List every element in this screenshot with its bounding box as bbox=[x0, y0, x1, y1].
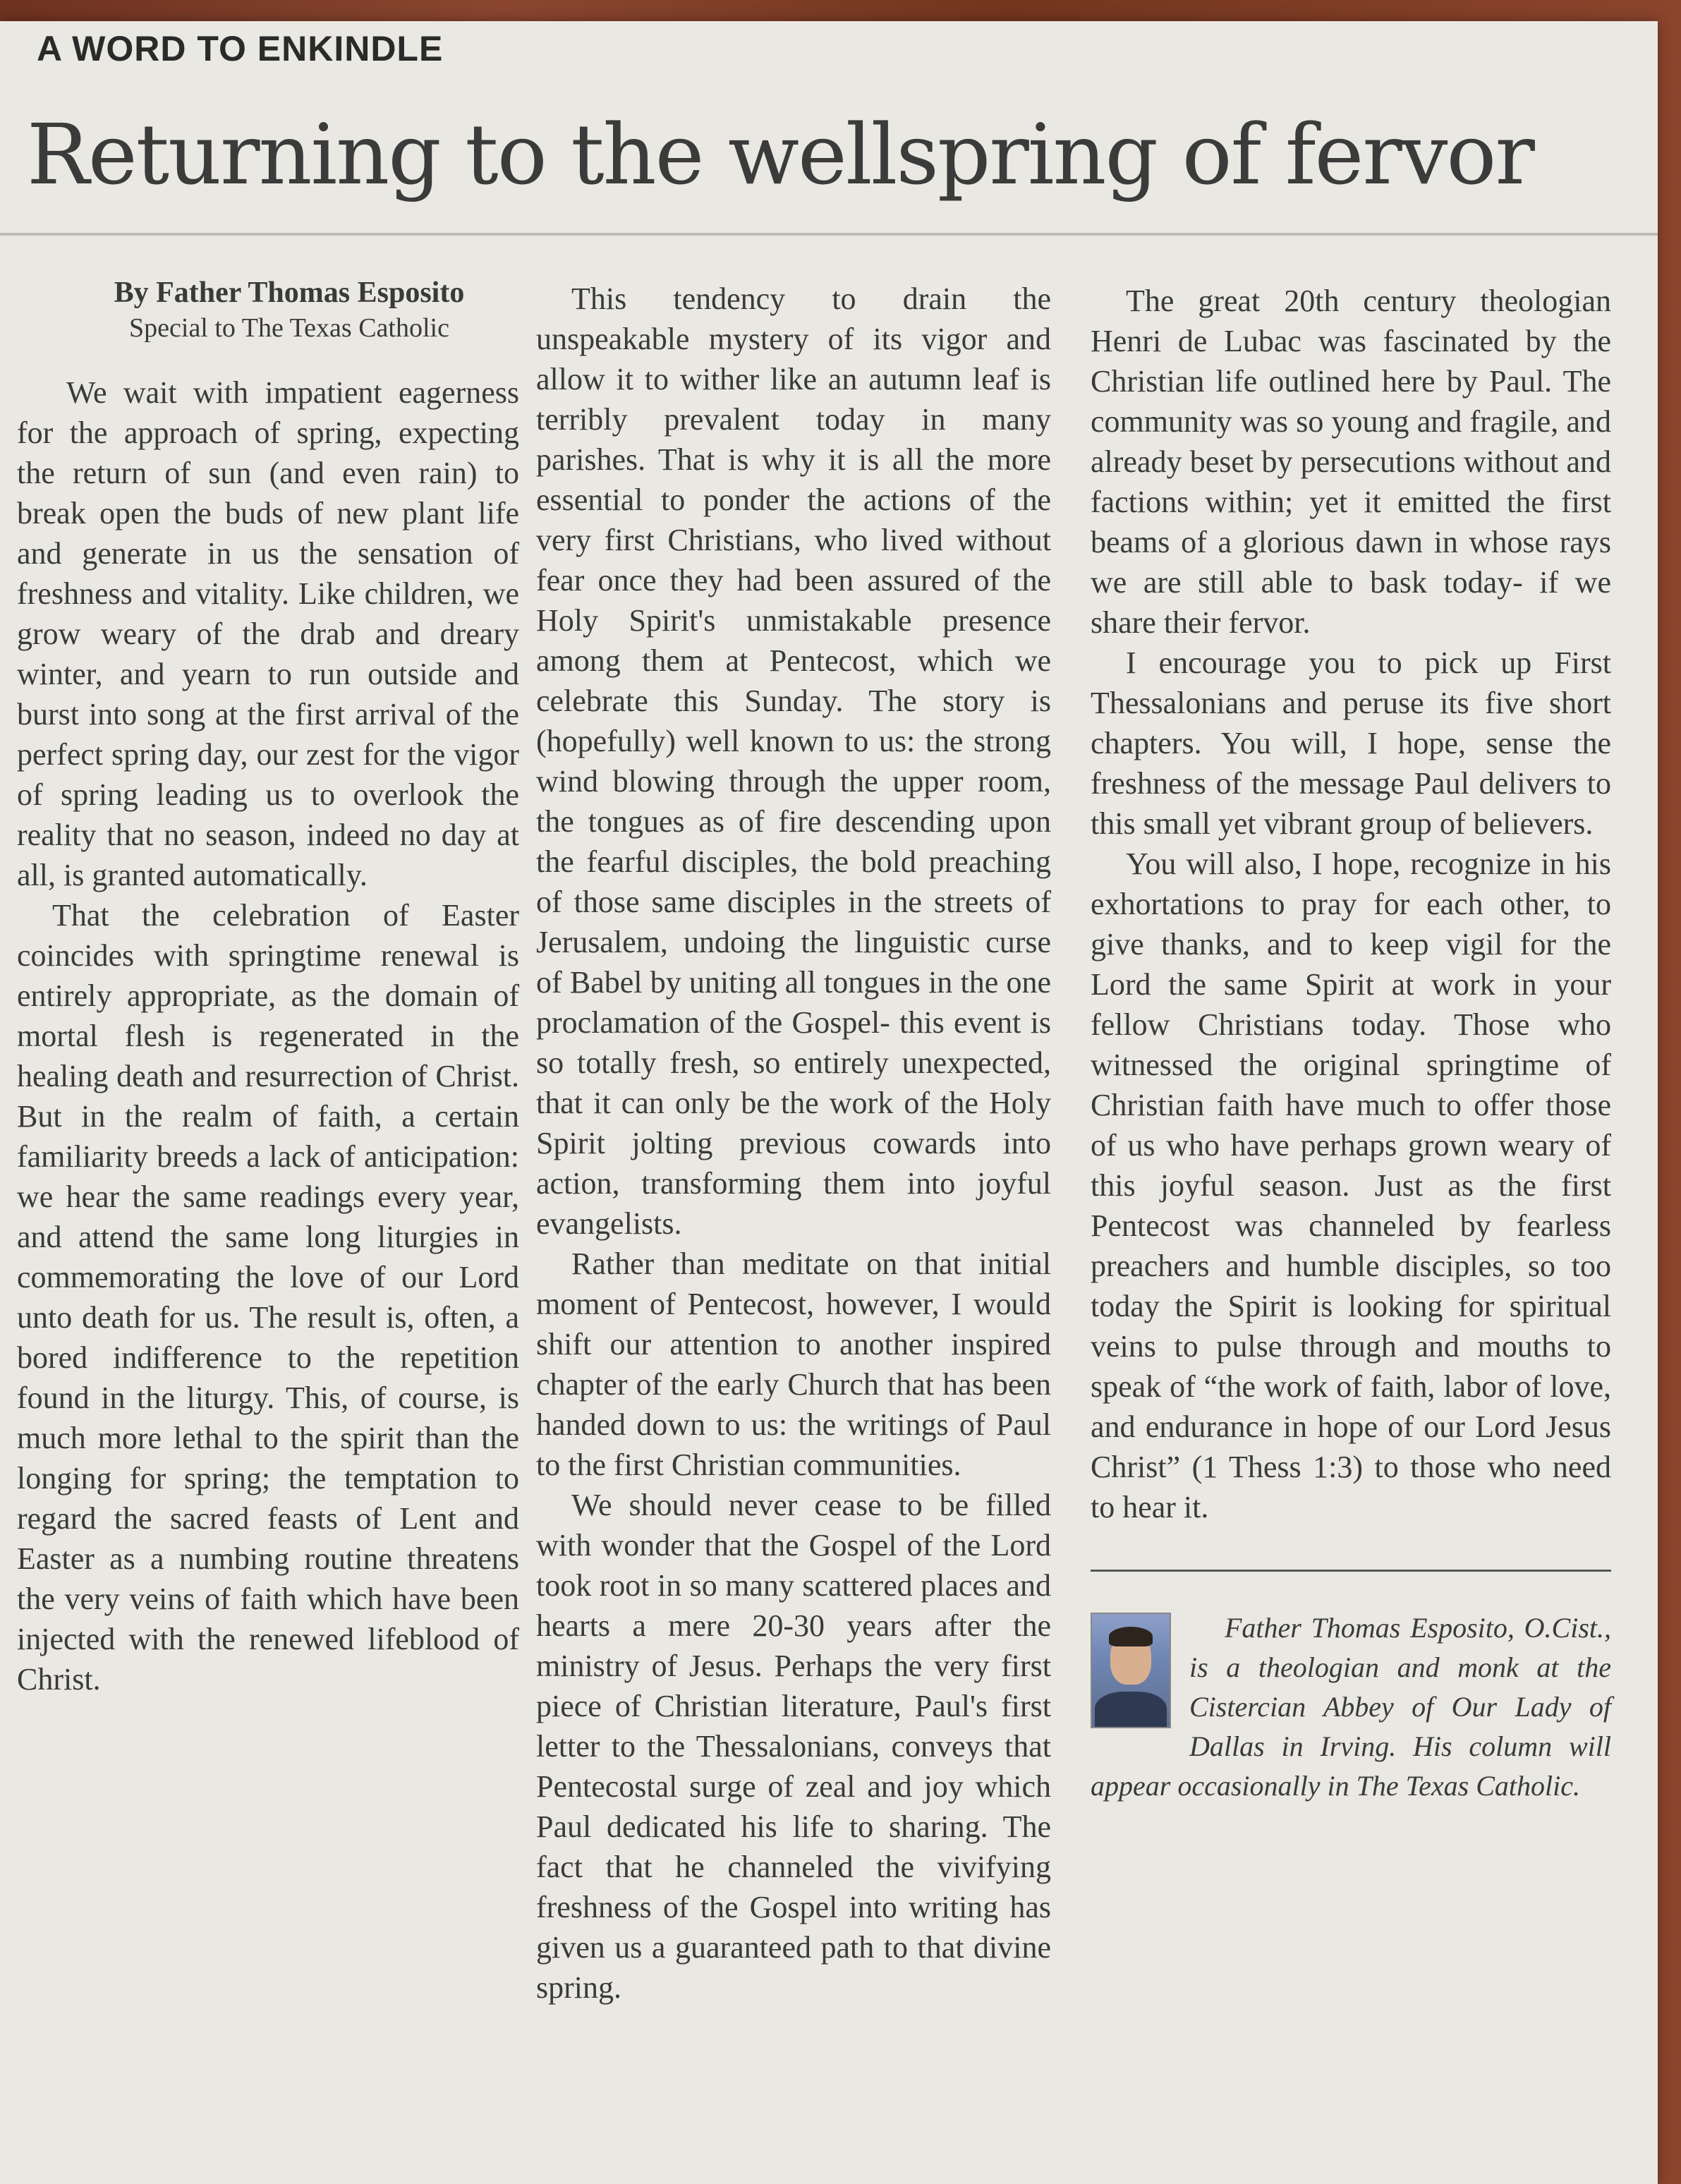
paragraph-7: I encourage you to pick up First Thessalonians and peruse its five short chapters. You will, I hope, sense the freshness of the message Paul delivers to this small yet vibrant group of believers. bbox=[1091, 645, 1611, 841]
paragraph-4: Rather than meditate on that initial moment of Pentecost, however, I would shift our attention to another inspired chapter of the early Church that has been handed down to us: the writings of Paul to the first Christian communities. bbox=[536, 1246, 1051, 1482]
paragraph-3: This tendency to drain the unspeakable mystery of its vigor and allow it to wither like an autumn leaf is terribly prevalent today in many parishes. That is why it is all the more essential to ponder the actions of the very first Christians, who lived without fear once they had been assured of the Holy Spirit's unmistakable presence among them at Pentecost, which we celebrate this Sunday. The story is (hopefully) well known to us: the strong wind blowing through the upper room, the tongues as of fire descending upon the fearful disciples, the bold preaching of those same disciples in the streets of Jerusalem, undoing the linguistic curse of Babel by uniting all tongues in the one proclamation of the Gospel- this event is so totally fresh, so entirely unexpected, that it can only be the work of the Holy Spirit jolting previous cowards into action, transforming them into joyful evangelists. bbox=[536, 281, 1051, 1241]
article-column-2 bbox=[536, 279, 1051, 2008]
dateline: Special to The Texas Catholic bbox=[129, 313, 449, 343]
paragraph-5: We should never cease to be filled with wonder that the Gospel of the Lord took root in so many scattered places and hearts a mere 20-30 years after the ministry of Jesus. Perhaps the very first piece of Christian literature, Paul's first letter to the Thessalonians, conveys that Pentecostal surge of zeal and joy which Paul dedicated his life to sharing. The fact that he channeled the vivifying freshness of the Gospel into writing has given us a guaranteed path to that divine spring. bbox=[536, 1488, 1051, 2005]
bio-divider bbox=[1091, 1570, 1611, 1572]
paragraph-8: You will also, I hope, recognize in his exhortations to pray for each other, to give thanks, and to keep vigil for the Lord the same Spirit at work in your fellow Christians today. Those who witnessed the original springtime of Christian faith have much to offer those of us who have perhaps grown weary of this joyful season. Just as the first Pentecost was channeled by fearless preachers and humble disciples, so too today the Spirit is looking for spiritual veins to pulse through and mouths to speak of “the work of faith, labor of love, and endurance in hope of our Lord Jesus Christ” (1 Thess 1:3) to those who need to hear it. bbox=[1091, 847, 1611, 1524]
author-bio-text: Father Thomas Esposito, O.Cist., is a theologian and monk at the Cistercian Abbey of Our Lady of Dallas in Irving. His column will appear occasionally in The Texas Catholic. bbox=[1091, 1612, 1611, 1802]
column-kicker: A WORD TO ENKINDLE bbox=[37, 29, 444, 68]
article-column-1 bbox=[17, 275, 519, 1699]
paragraph-6: The great 20th century theologian Henri de Lubac was fascinated by the Christian life outlined here by Paul. The community was so young and fragile, and already beset by persecutions without and factions within; yet it emitted the first beams of a glorious dawn in whose rays we are still able to bask today- if we share their fervor. bbox=[1091, 284, 1611, 640]
paragraph-1: We wait with impatient eagerness for the approach of spring, expecting the return of sun (and even rain) to break open the buds of new plant life and generate in us the sensation of freshness and vitality. Like children, we grow weary of the drab and dreary winter, and yearn to run outside and burst into song at the first arrival of the perfect spring day, our zest for the vigor of spring leading us to overlook the reality that no season, indeed no day at all, is granted automatically. bbox=[17, 375, 519, 892]
article-headline: Returning to the wellspring of fervor bbox=[27, 106, 1534, 203]
byline: By Father Thomas Esposito bbox=[114, 277, 465, 309]
author-photo bbox=[1091, 1613, 1171, 1728]
header-divider bbox=[0, 233, 1658, 236]
article-column-3 bbox=[1091, 281, 1611, 1806]
paragraph-2: That the celebration of Easter coincides with springtime renewal is entirely appropriate, as the domain of mortal flesh is regenerated in the healing death and resurrection of Christ. But in the realm of faith, a certain familiarity breeds a lack of anticipation: we hear the same readings every year, and attend the same long liturgies in commemorating the love of our Lord unto death for us. The result is, often, a bored indifference to the repetition found in the liturgy. This, of course, is much more lethal to the spirit than the longing for spring; the temptation to regard the sacred feasts of Lent and Easter as a numbing routine threatens the very veins of faith which have been injected with the renewed lifeblood of Christ. bbox=[17, 898, 519, 1697]
author-bio bbox=[1091, 1608, 1611, 1806]
